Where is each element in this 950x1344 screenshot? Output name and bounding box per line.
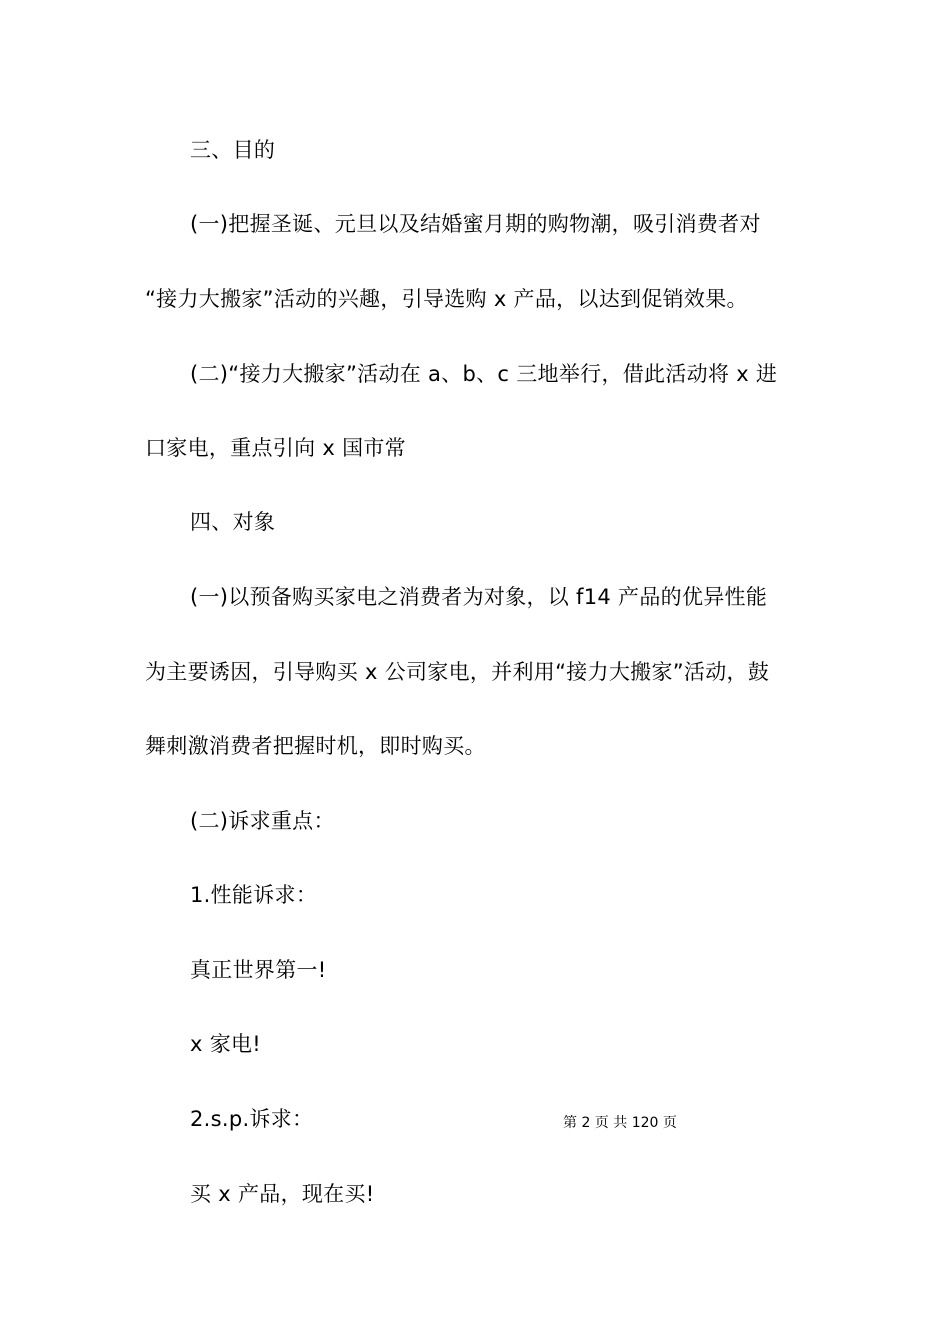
subheading-appeal-points: (二)诉求重点： [190,809,335,833]
page-number-footer: 第 2 页 共 120 页 [563,1115,677,1131]
paragraph-line: 口家电，重点引向 x 国市常 [145,436,406,460]
paragraph-line: (一)把握圣诞、元旦以及结婚蜜月期的购物潮，吸引消费者对 [190,212,761,236]
paragraph-line: 舞刺激消费者把握时机，即时购买。 [145,734,486,758]
list-item: 买 x 产品，现在买! [190,1182,375,1206]
list-item: x 家电! [190,1032,262,1056]
list-item: 真正世界第一! [190,958,327,982]
paragraph-line: “接力大搬家”活动的兴趣，引导选购 x 产品，以达到促销效果。 [145,287,748,311]
paragraph-line: (二)“接力大搬家”活动在 a、b、c 三地举行，借此活动将 x 进 [190,362,778,386]
list-item: 2.s.p.诉求： [190,1107,314,1131]
section-heading-target: 四、对象 [190,510,276,534]
section-heading-purpose: 三、目的 [190,138,276,162]
paragraph-line: 为主要诱因，引导购买 x 公司家电，并利用“接力大搬家”活动，鼓 [145,660,770,684]
paragraph-line: (一)以预备购买家电之消费者为对象，以 f14 产品的优异性能 [190,585,768,609]
list-item: 1.性能诉求： [190,883,318,907]
